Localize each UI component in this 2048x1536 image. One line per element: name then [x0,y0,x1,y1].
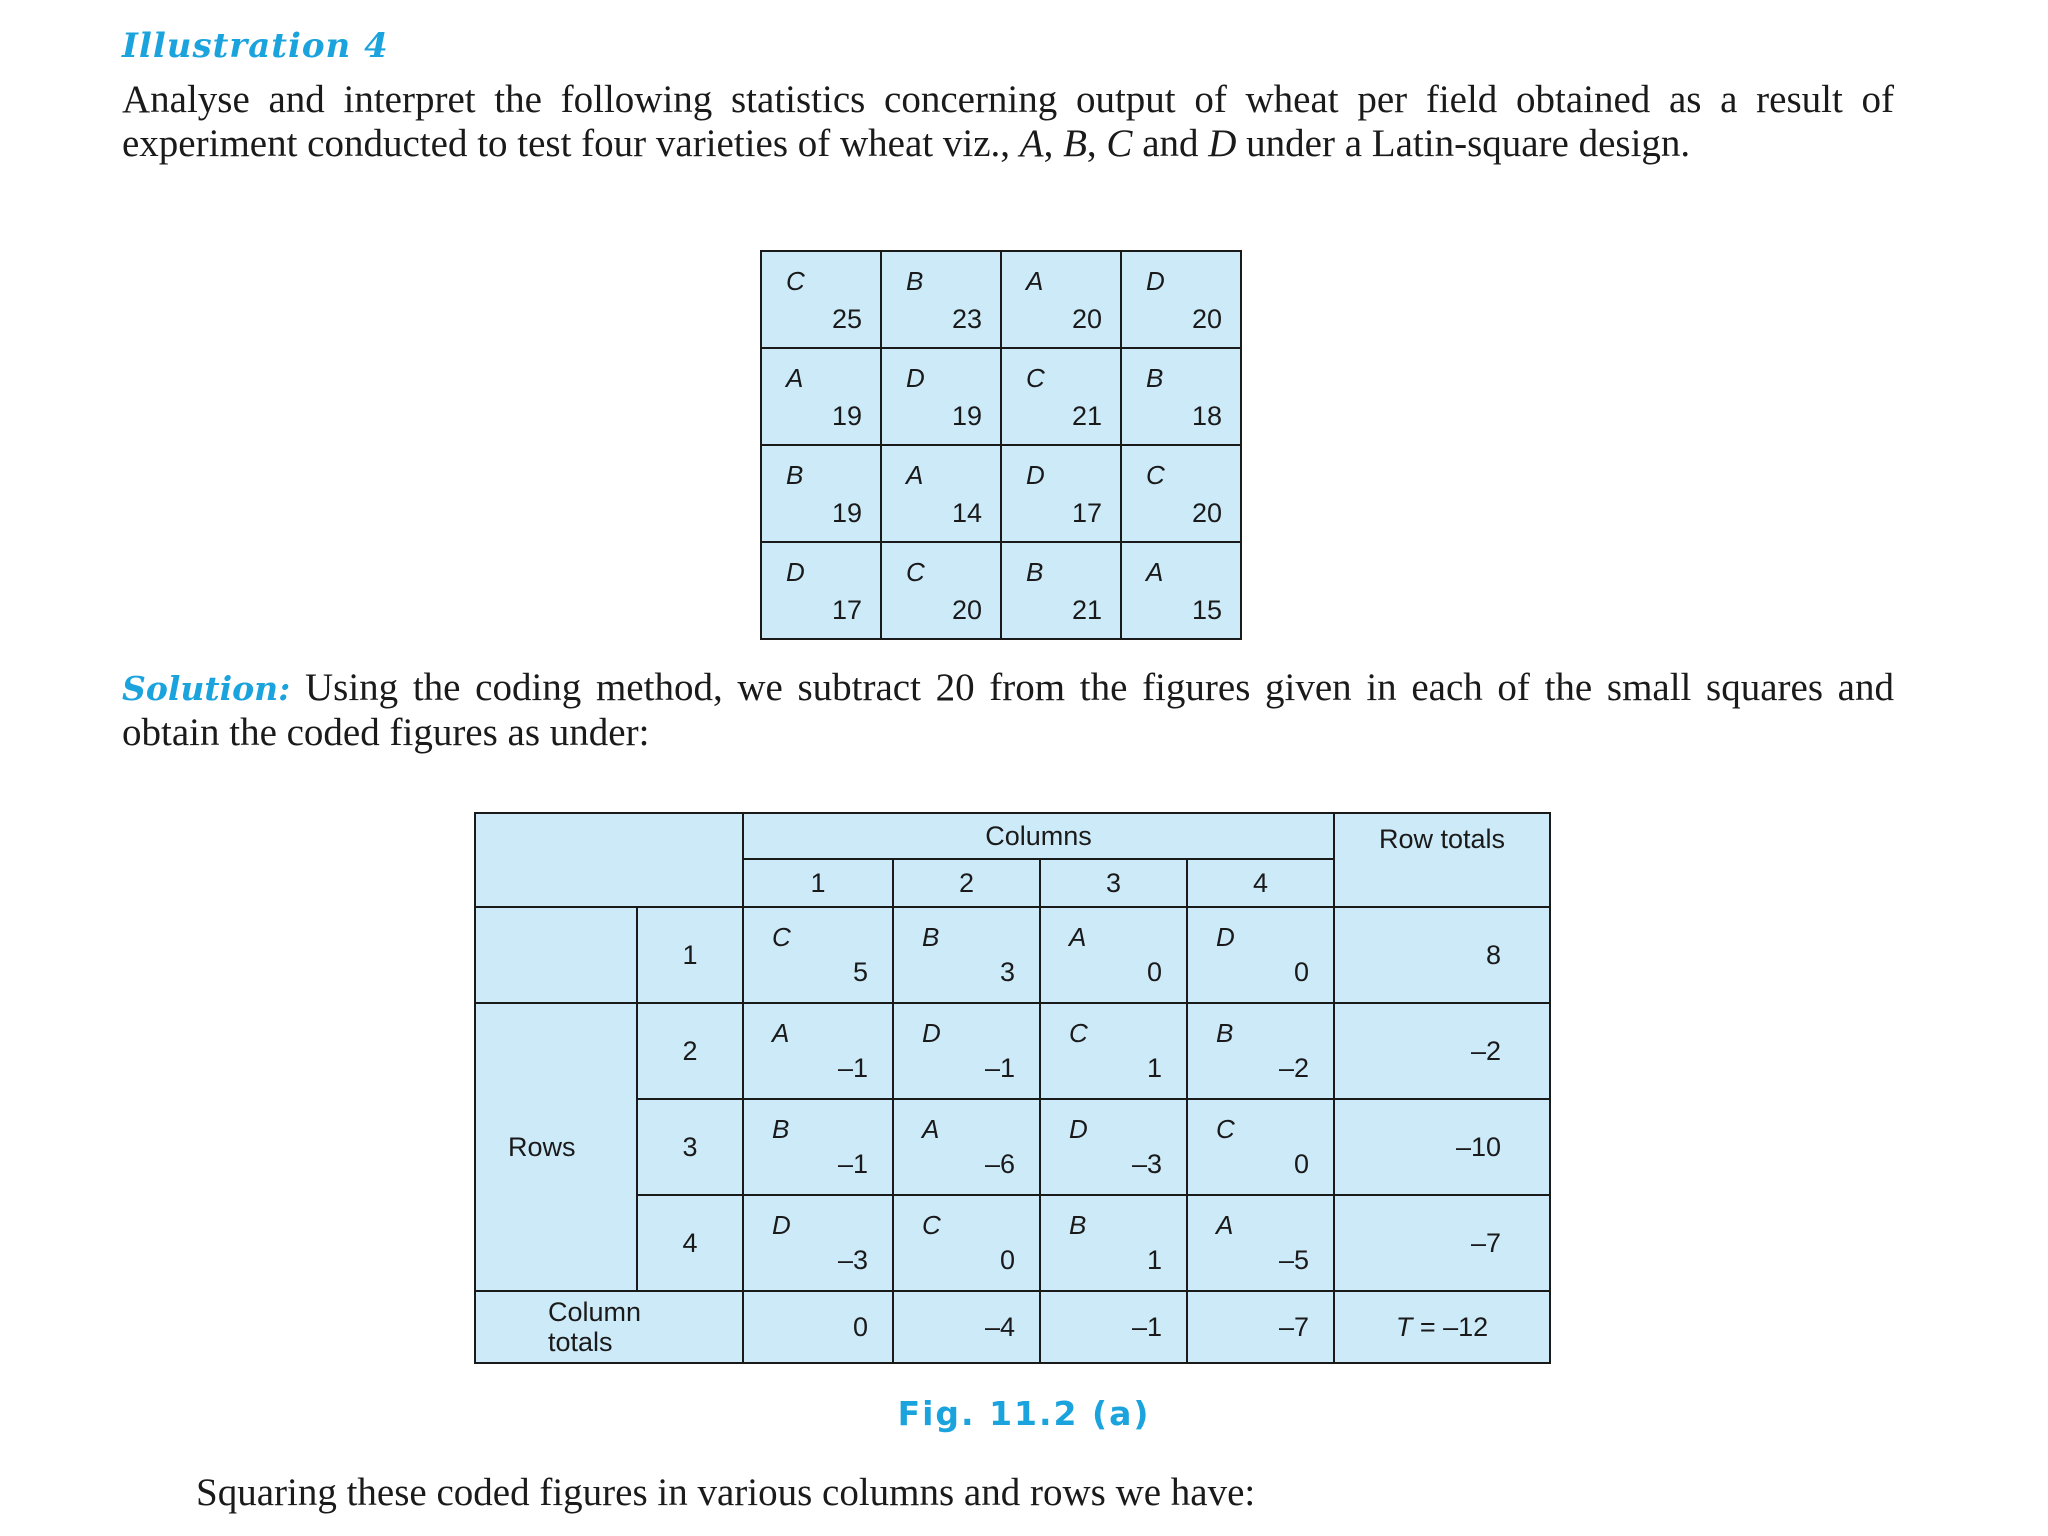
solution-paragraph [122,666,1894,755]
coded-value: –1 [984,1053,1015,1083]
variety-letter: B [1069,1210,1087,1240]
variety-letter: A [772,1018,790,1048]
latin-square-cell [1121,251,1241,348]
coded-figures-table [474,812,1551,1364]
column-totals-label-line1: Column [548,1297,642,1327]
yield-value: 17 [1071,498,1102,528]
variety-letter: D [1069,1114,1088,1144]
column-total: –4 [893,1291,1040,1363]
separator-2: , [1086,122,1107,165]
variety-letter: D [786,557,805,587]
grand-total-value: = –12 [1412,1311,1489,1342]
rows-blank-cell [475,907,637,1003]
coded-cell [1040,907,1187,1003]
row-number: 2 [637,1003,743,1099]
coded-cell [743,1195,893,1291]
coded-cell [743,1003,893,1099]
separator-1: , [1043,122,1064,165]
column-total: –1 [1040,1291,1187,1363]
grand-total-symbol: T [1395,1311,1413,1342]
yield-value: 19 [831,401,862,431]
variety-letter: D [1146,266,1165,296]
solution-text: Using the coding method, we subtract 20 from the figures given in each of the small squares and obtain the coded figures as under: [122,666,1894,754]
coded-value: 0 [999,1245,1015,1275]
variety-letter: B [1146,363,1164,393]
variety-letter: B [1026,557,1044,587]
coded-value: 5 [852,957,868,987]
variety-letter: C [922,1210,941,1240]
separator-3: and [1132,122,1209,165]
variety-letter: A [906,460,924,490]
latin-square-cell [881,251,1001,348]
column-totals-label [475,1291,743,1363]
variety-letter: C [1146,460,1165,490]
column-number: 1 [743,859,893,907]
variety-letter: D [906,363,925,393]
variety-letter: D [922,1018,941,1048]
variety-d: D [1208,122,1237,165]
coded-value: 0 [1293,957,1309,987]
variety-letter: A [922,1114,940,1144]
question-text-1: Analyse and interpret the following statistics concerning output of wheat per field obtained as a result of experiment conducted to test four varieties of wheat viz., [122,78,1894,165]
latin-square-row [761,348,1241,445]
coded-value: 1 [1146,1245,1162,1275]
coded-cell [893,1099,1040,1195]
variety-letter: C [1216,1114,1235,1144]
row-number: 4 [637,1195,743,1291]
column-number: 4 [1187,859,1334,907]
coded-cell [1040,1003,1187,1099]
yield-value: 18 [1191,401,1222,431]
latin-square-row [761,445,1241,542]
coded-value: 0 [1146,957,1162,987]
coded-value: –3 [837,1245,868,1275]
figure-caption: Fig. 11.2 (a) [897,1394,1151,1433]
row-number: 1 [637,907,743,1003]
coded-cell [893,1195,1040,1291]
row-total: –7 [1334,1195,1550,1291]
latin-square-cell [1001,251,1121,348]
yield-value: 20 [1191,498,1222,528]
yield-value: 21 [1071,401,1102,431]
illustration-title: Illustration 4 [122,26,389,66]
latin-square-cell [881,445,1001,542]
coded-value: –1 [837,1053,868,1083]
variety-letter: A [1026,266,1044,296]
row-total: –10 [1334,1099,1550,1195]
variety-letter: A [786,363,804,393]
latin-square-cell [1121,445,1241,542]
variety-letter: D [1216,922,1235,952]
latin-square-table [760,250,1242,640]
coded-value: –5 [1278,1245,1309,1275]
variety-letter: B [1216,1018,1234,1048]
coded-value: 3 [999,957,1015,987]
variety-letter: B [786,460,804,490]
variety-letter: B [906,266,924,296]
latin-square-cell [1001,348,1121,445]
latin-square-cell [1001,542,1121,639]
coded-value: –1 [837,1149,868,1179]
yield-value: 17 [831,595,862,625]
latin-square-cell [1001,445,1121,542]
column-total: –7 [1187,1291,1334,1363]
coded-value: 1 [1146,1053,1162,1083]
coded-value: –2 [1278,1053,1309,1083]
column-number: 3 [1040,859,1187,907]
variety-letter: D [1026,460,1045,490]
yield-value: 23 [951,304,982,334]
solution-label: Solution: [122,669,291,708]
latin-square-cell [761,445,881,542]
row-number: 3 [637,1099,743,1195]
variety-letter: C [1069,1018,1088,1048]
variety-c: C [1106,122,1133,165]
coded-cell [893,907,1040,1003]
coded-cell [743,1099,893,1195]
coded-cell [893,1003,1040,1099]
coded-cell [1187,1195,1334,1291]
coded-cell [1187,907,1334,1003]
yield-value: 21 [1071,595,1102,625]
yield-value: 19 [951,401,982,431]
latin-square-cell [761,251,881,348]
yield-value: 20 [1071,304,1102,334]
coded-cell [743,907,893,1003]
variety-letter: D [772,1210,791,1240]
question-text-2: under a Latin-square design. [1236,122,1691,165]
yield-value: 15 [1191,595,1222,625]
latin-square-cell [881,348,1001,445]
columns-header: Columns [743,813,1334,859]
row-totals-header: Row totals [1334,813,1550,907]
variety-letter: C [786,266,805,296]
variety-letter: A [1216,1210,1234,1240]
coded-cell [1040,1195,1187,1291]
latin-square-row [761,251,1241,348]
variety-b: B [1063,122,1087,165]
variety-letter: B [772,1114,790,1144]
column-total: 0 [743,1291,893,1363]
coded-value: –3 [1131,1149,1162,1179]
column-number: 2 [893,859,1040,907]
latin-square-cell [881,542,1001,639]
latin-square-row [761,542,1241,639]
coded-value: –6 [984,1149,1015,1179]
yield-value: 19 [831,498,862,528]
yield-value: 20 [1191,304,1222,334]
grand-total-cell [1334,1291,1550,1363]
coded-cell [1187,1099,1334,1195]
variety-letter: B [922,922,940,952]
corner-cell [475,813,743,907]
question-paragraph [122,78,1894,166]
yield-value: 14 [951,498,982,528]
latin-square-cell [1121,348,1241,445]
yield-value: 20 [951,595,982,625]
closing-paragraph: Squaring these coded figures in various columns and rows we have: [196,1471,1256,1514]
variety-letter: A [1146,557,1164,587]
variety-letter: A [1069,922,1087,952]
latin-square-cell [761,542,881,639]
yield-value: 25 [831,304,862,334]
variety-letter: C [906,557,925,587]
latin-square-cell [1121,542,1241,639]
coded-cell [1187,1003,1334,1099]
row-total: –2 [1334,1003,1550,1099]
variety-a: A [1019,122,1044,165]
latin-square-cell [761,348,881,445]
variety-letter: C [1026,363,1045,393]
row-total: 8 [1334,907,1550,1003]
variety-letter: C [772,922,791,952]
coded-cell [1040,1099,1187,1195]
column-totals-label-line2: totals [548,1327,613,1357]
coded-value: 0 [1293,1149,1309,1179]
rows-label: Rows [475,1003,637,1291]
